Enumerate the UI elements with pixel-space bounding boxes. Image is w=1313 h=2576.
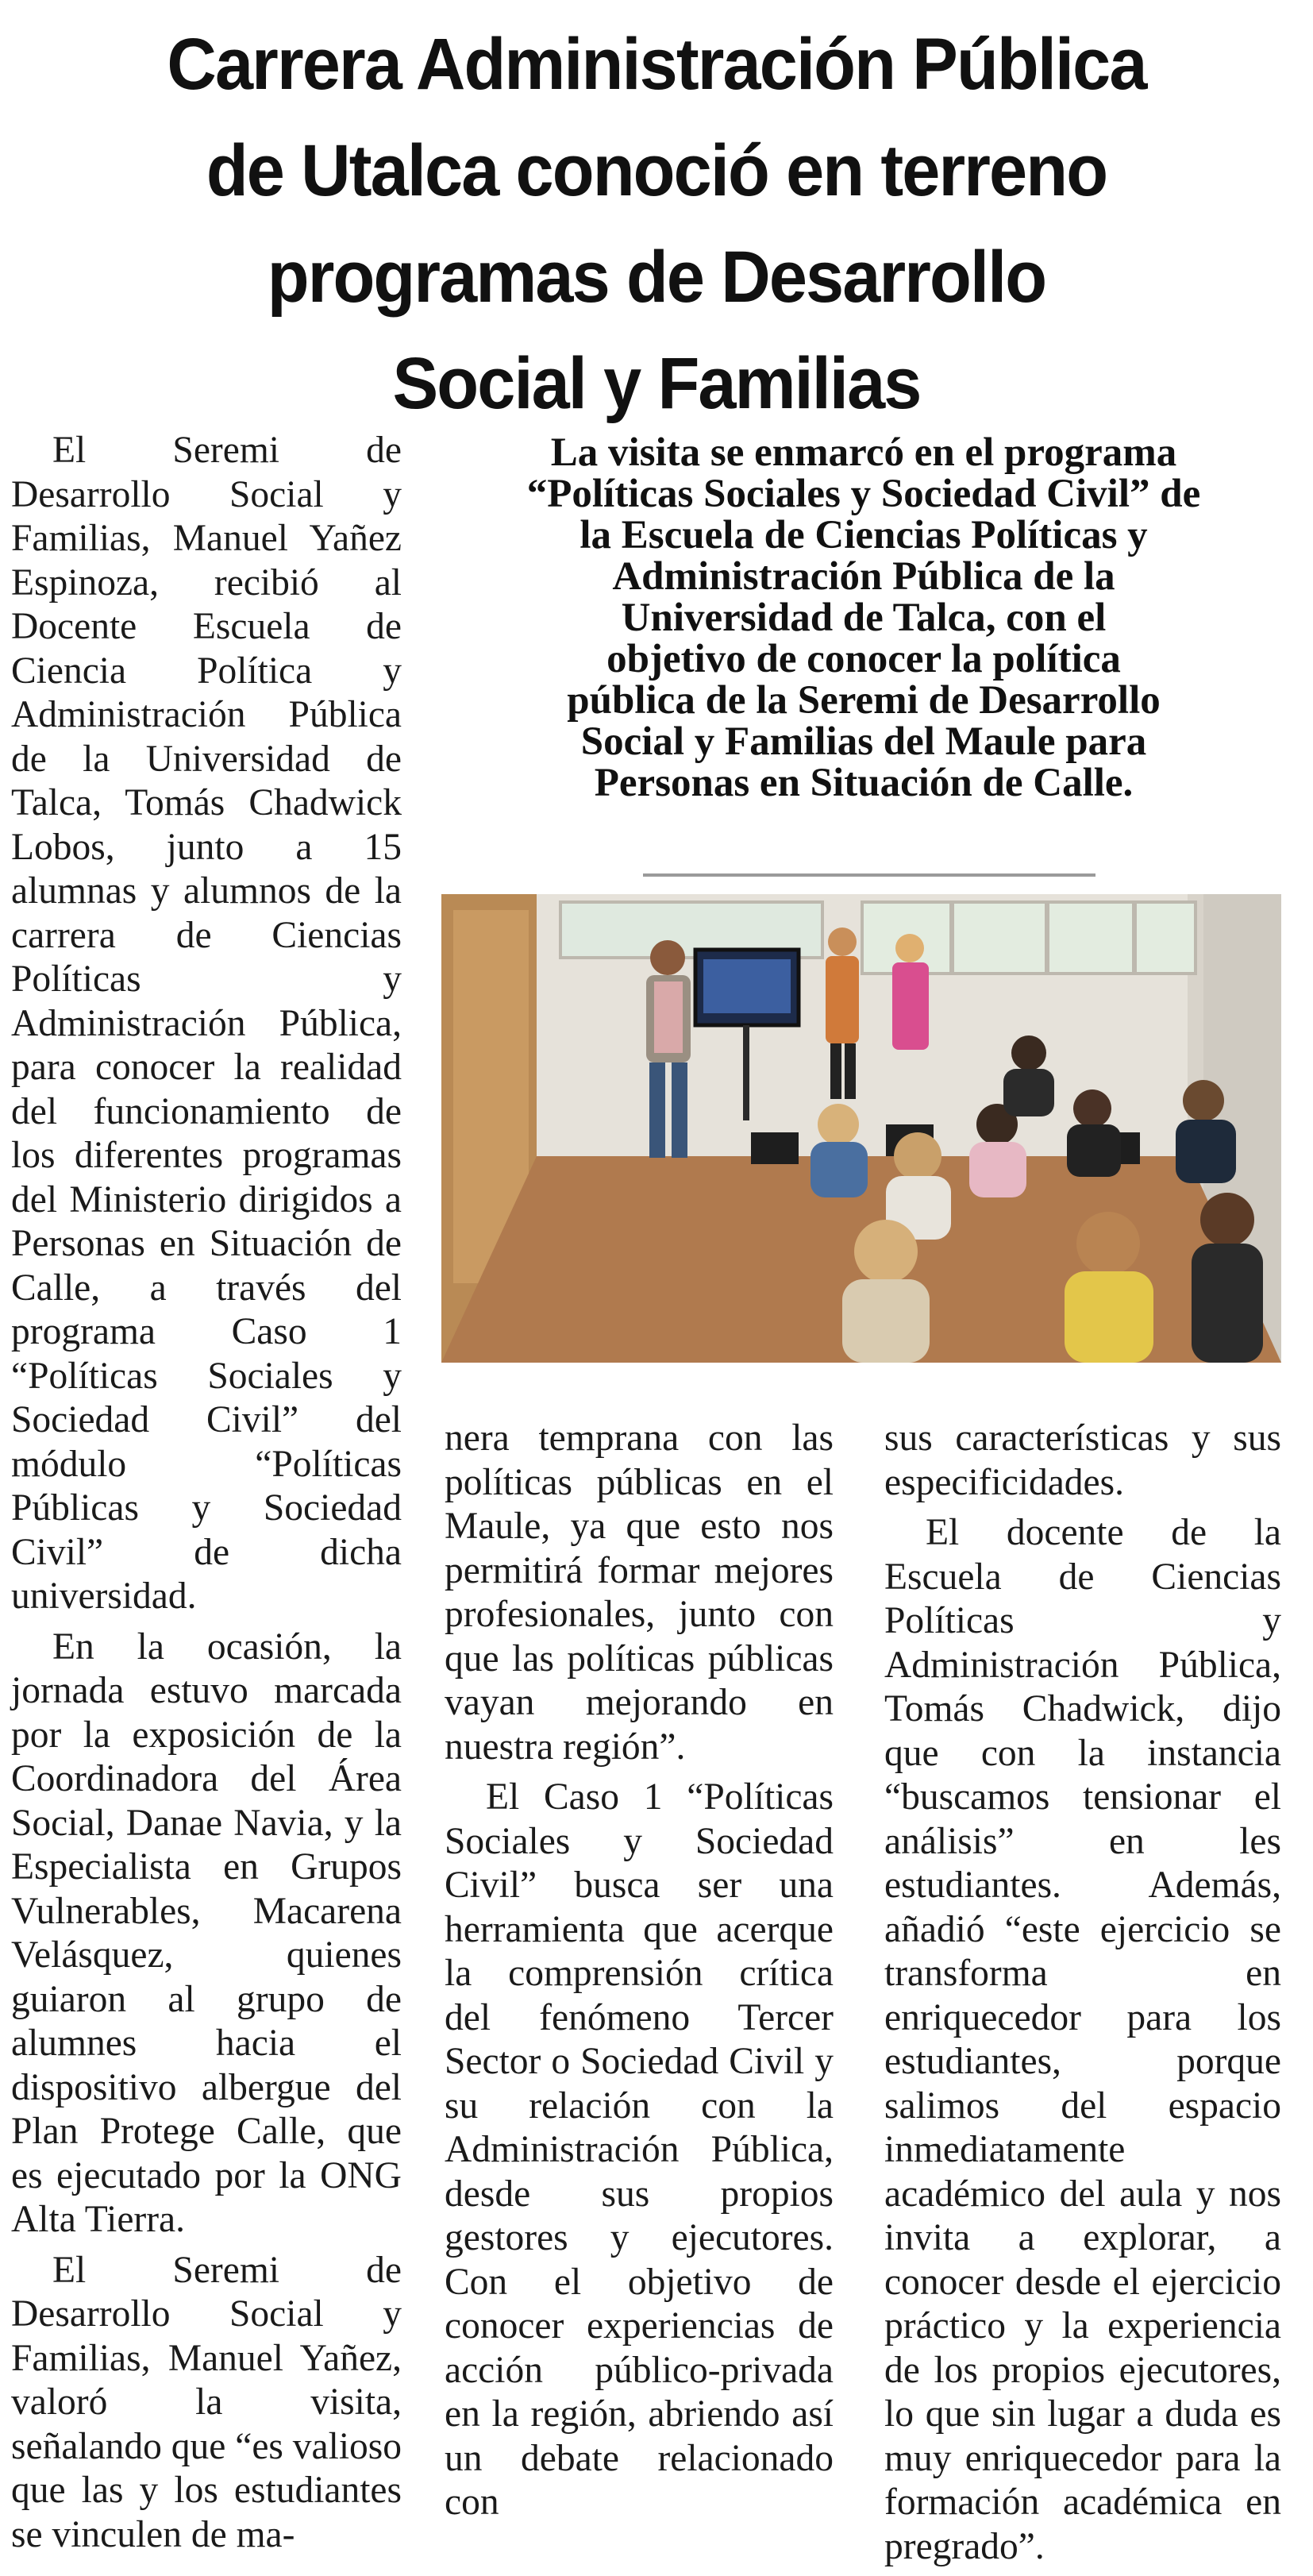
pull-quote-line: la Escuela de Ciencias Políticas y xyxy=(579,513,1148,557)
pull-quote-line: pública de la Seremi de Desarrollo xyxy=(567,678,1161,723)
pull-quote-line: La visita se enmarcó en el programa xyxy=(550,430,1177,475)
pull-quote-line: Social y Familias del Maule para xyxy=(580,719,1147,764)
headline-line: programas de Desarrollo xyxy=(267,237,1046,318)
classroom-photo-illustration xyxy=(441,894,1281,1363)
paragraph: El docente de la Escuela de Ciencias Políticas y Administración Pública, Tomás Chadwick, dijo que con la instancia “buscamos tensionar el análisis” en les estudiantes. Además, añadió “este ejercicio se transforma en enriquecedor para los estudiantes, porque salimos del espacio inmediatamente académico del aula y nos invita a explorar, a conocer desde el ejercicio práctico y la experiencia de los propios ejecutores, lo que sin lugar a duda es muy enriquecedor para la formación académica en pregrado”. xyxy=(884,1512,1281,2567)
pull-quote xyxy=(441,432,1286,804)
pull-quote-line: Administración Pública de la xyxy=(612,554,1115,599)
paragraph: En la ocasión, la jornada estuvo marcada por la exposición de la Coordinadora del Área Social, Danae Navia, y la Especialista en Grupos Vulnerables, Macarena Velásquez, quienes guiaron al grupo de alumnes hacia el dispositivo albergue del Plan Protege Calle, que es ejecutado por la ONG Alta Tierra. xyxy=(11,1625,402,2240)
pull-quote-line: “Políticas Sociales y Sociedad Civil” de xyxy=(526,472,1201,516)
paragraph: sus características y sus especificidades. xyxy=(884,1417,1281,1503)
headline-line: de Utalca conoció en terreno xyxy=(206,130,1107,211)
headline xyxy=(69,11,1244,437)
pull-quote-line: Universidad de Talca, con el xyxy=(621,596,1107,640)
paragraph: El Caso 1 “Políticas Sociales y Sociedad Civil” busca ser una herramienta que acerque la comprensión crítica del fenómeno Tercer Sector o Sociedad Civil y su relación con la Administración Pública, desde sus propios gestores y ejecutores. Con el objetivo de conocer experiencias de acción público-privada en la región, abriendo así un debate relacionado con xyxy=(445,1776,834,2523)
headline-line: Carrera Administración Pública xyxy=(167,24,1146,105)
paragraph: El Seremi de Desarrollo Social y Familias, Manuel Yañez, valoró la visita, señalando que “es valioso que las y los estudiantes se vinculen de ma- xyxy=(11,2249,402,2555)
article-column-3 xyxy=(884,1417,1281,2575)
article-photo xyxy=(441,894,1281,1363)
pull-quote-divider xyxy=(643,873,1095,877)
paragraph: El Seremi de Desarrollo Social y Familias, Manuel Yañez Espinoza, recibió al Docente Escuela de Ciencia Política y Administración Pública de la Universidad de Talca, Tomás Chadwick Lobos, junto a 15 alumnas y alumnos de la carrera de Ciencias Políticas y Administración Pública, para conocer la realidad del funcionamiento de los diferentes programas del Ministerio dirigidos a Personas en Situación de Calle, a través del programa Caso 1 “Políticas Sociales y Sociedad Civil” del módulo “Políticas Públicas y Sociedad Civil” de dicha universidad. xyxy=(11,430,402,1617)
pull-quote-line: Personas en Situación de Calle. xyxy=(594,761,1134,805)
article-column-1 xyxy=(11,429,402,2563)
paragraph: nera temprana con las políticas públicas en el Maule, ya que esto nos permitirá formar mejores profesionales, junto con que las políticas públicas vayan mejorando en nuestra región”. xyxy=(445,1417,834,1768)
pull-quote-line: objetivo de conocer la política xyxy=(606,637,1121,681)
headline-line: Social y Familias xyxy=(392,343,921,424)
article-column-2 xyxy=(445,1417,834,2532)
